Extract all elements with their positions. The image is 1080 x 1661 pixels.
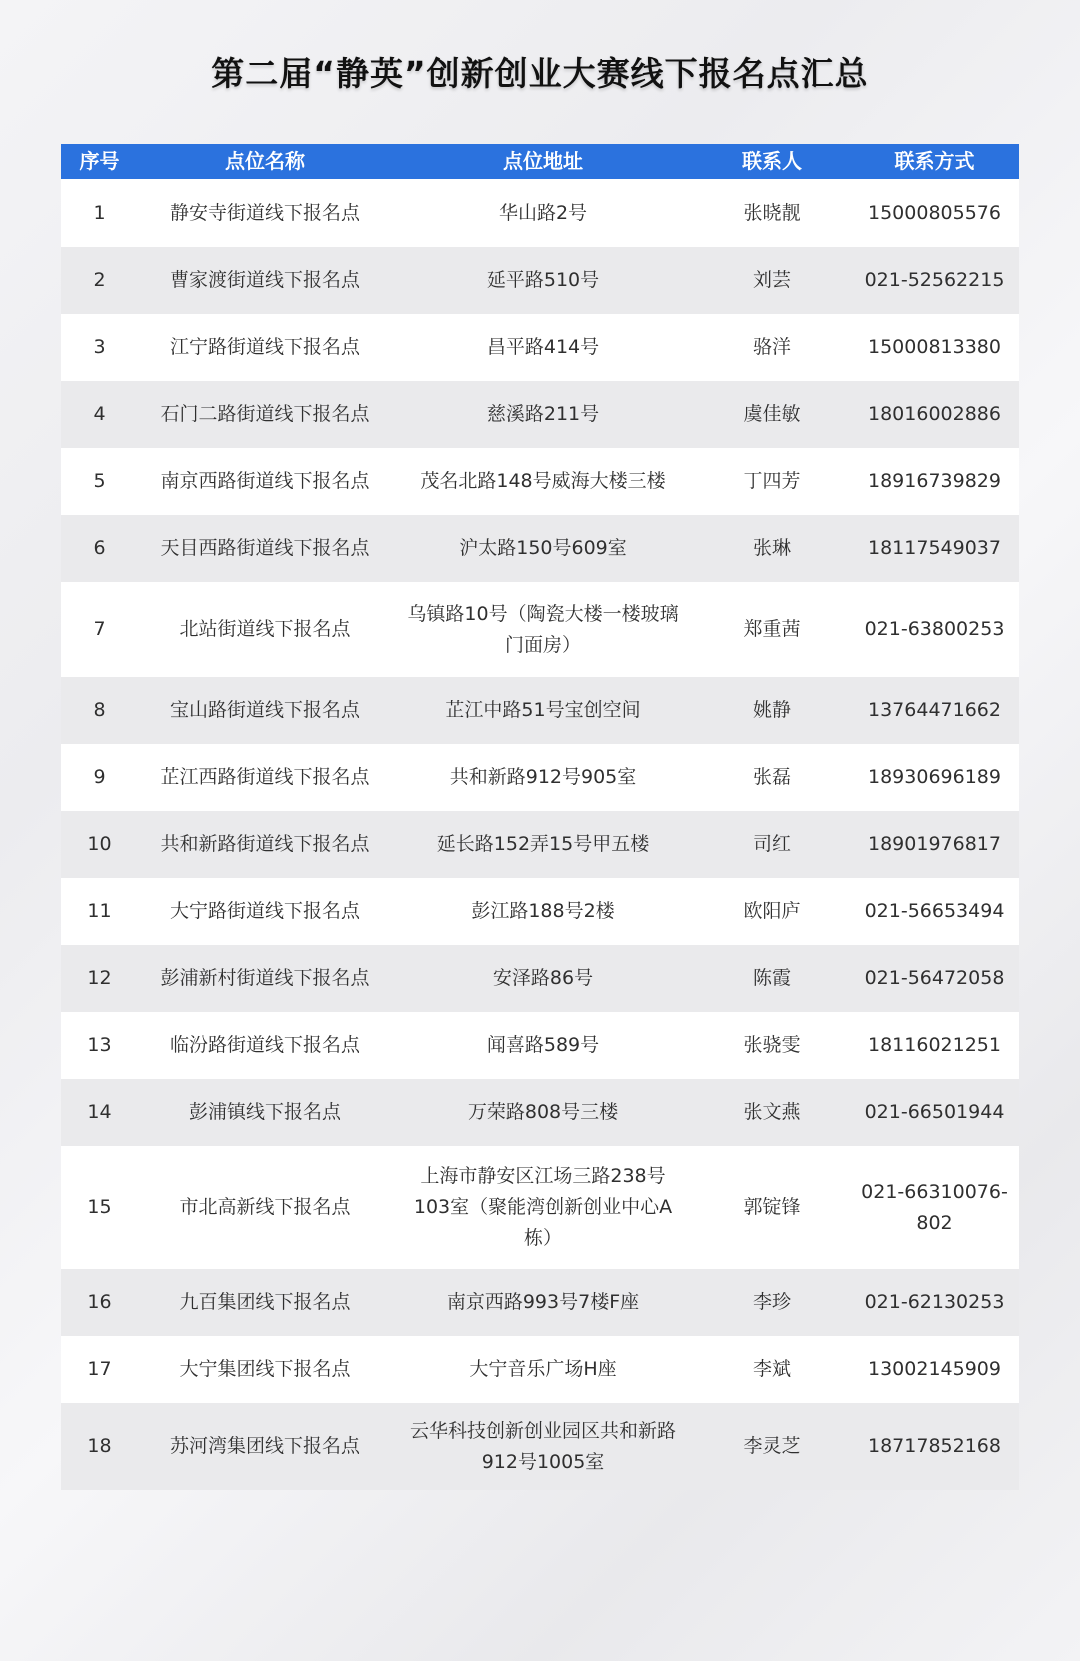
cell-address: 万荣路808号三楼 (467, 1101, 619, 1123)
cell-site-name: 临汾路街道线下报名点 (169, 1034, 360, 1056)
cell-index: 4 (93, 403, 106, 425)
cell-contact: 李珍 (752, 1291, 791, 1313)
cell-address: 南京西路993号7楼F座 (446, 1291, 640, 1313)
table-row (61, 247, 1019, 314)
cell-site-name: 曹家渡街道线下报名点 (169, 269, 360, 291)
cell-contact: 虞佳敏 (743, 403, 801, 425)
cell-index: 18 (87, 1435, 112, 1457)
cell-index: 10 (87, 833, 112, 855)
cell-site-name: 北站街道线下报名点 (179, 618, 351, 640)
cell-address: 闻喜路589号 (486, 1034, 600, 1056)
cell-address: 慈溪路211号 (486, 403, 600, 425)
cell-index: 7 (93, 618, 106, 640)
cell-phone: 021-52562215 (864, 269, 1005, 291)
cell-address: 延长路152弄15号甲五楼 (436, 833, 650, 855)
cell-site-name: 南京西路街道线下报名点 (160, 470, 370, 492)
cell-contact: 张晓靓 (743, 201, 801, 224)
cell-address: 云华科技创新创业园区共和新路912号1005室 (409, 1419, 676, 1473)
cell-phone: 18016002886 (868, 403, 1001, 425)
cell-phone: 18916739829 (868, 470, 1001, 492)
cell-index: 12 (87, 967, 112, 989)
cell-site-name: 九百集团线下报名点 (179, 1291, 351, 1313)
cell-index: 8 (93, 699, 106, 721)
page-title: 第二届“静英”创新创业大赛线下报名点汇总 (211, 54, 869, 93)
table-row (61, 744, 1019, 811)
header-site-name: 点位名称 (225, 149, 305, 173)
registration-table (61, 144, 1019, 1490)
cell-address: 沪太路150号609室 (459, 537, 627, 559)
table-row (61, 515, 1019, 582)
cell-phone: 021-66310076-802 (861, 1180, 1008, 1234)
table-row (61, 314, 1019, 381)
cell-contact: 张文燕 (743, 1101, 801, 1123)
cell-site-name: 共和新路街道线下报名点 (160, 833, 370, 855)
cell-index: 9 (93, 766, 106, 788)
header-index: 序号 (79, 149, 120, 173)
cell-index: 5 (93, 470, 106, 492)
cell-address: 乌镇路10号（陶瓷大楼一楼玻璃门面房） (407, 602, 679, 656)
cell-site-name: 彭浦镇线下报名点 (188, 1101, 341, 1123)
cell-contact: 姚静 (752, 699, 791, 721)
cell-phone: 021-63800253 (864, 618, 1005, 640)
cell-index: 13 (87, 1034, 112, 1056)
cell-site-name: 宝山路街道线下报名点 (169, 699, 360, 721)
cell-address: 上海市静安区江场三路238号103室（聚能湾创新创业中心A栋） (413, 1165, 673, 1249)
cell-phone: 021-56472058 (864, 967, 1005, 989)
table-row (61, 1403, 1019, 1490)
table-row (61, 448, 1019, 515)
cell-address: 昌平路414号 (486, 336, 600, 358)
cell-contact: 张磊 (752, 766, 791, 788)
cell-index: 11 (87, 900, 112, 922)
table-row (61, 1146, 1019, 1269)
cell-address: 茂名北路148号威海大楼三楼 (420, 470, 666, 492)
cell-contact: 李斌 (752, 1358, 791, 1380)
header-contact: 联系人 (742, 149, 802, 173)
cell-index: 15 (87, 1196, 112, 1218)
cell-site-name: 大宁集团线下报名点 (179, 1358, 351, 1380)
cell-address: 华山路2号 (498, 201, 588, 224)
cell-phone: 18116021251 (868, 1034, 1001, 1056)
cell-contact: 郭锭锋 (743, 1196, 801, 1218)
cell-address: 彭江路188号2楼 (471, 900, 615, 922)
cell-site-name: 苏河湾集团线下报名点 (169, 1435, 360, 1457)
cell-site-name: 静安寺街道线下报名点 (169, 201, 360, 224)
cell-index: 17 (87, 1358, 112, 1380)
cell-index: 14 (87, 1101, 112, 1123)
cell-site-name: 市北高新线下报名点 (179, 1196, 351, 1218)
cell-phone: 021-62130253 (864, 1291, 1005, 1313)
cell-phone: 18117549037 (868, 537, 1001, 559)
cell-site-name: 芷江西路街道线下报名点 (160, 766, 370, 788)
table-row (61, 811, 1019, 878)
cell-contact: 张琳 (752, 537, 791, 559)
cell-index: 1 (93, 201, 106, 224)
cell-address: 安泽路86号 (492, 967, 594, 989)
cell-index: 16 (87, 1291, 112, 1313)
cell-index: 3 (93, 336, 106, 358)
cell-phone: 18930696189 (868, 766, 1001, 788)
table-header (61, 144, 1019, 179)
cell-address: 大宁音乐广场H座 (469, 1358, 617, 1380)
table-row (61, 1336, 1019, 1403)
table-row (61, 1269, 1019, 1336)
cell-site-name: 大宁路街道线下报名点 (169, 900, 360, 922)
table-row (61, 1079, 1019, 1146)
cell-contact: 欧阳庐 (743, 900, 801, 922)
table-row (61, 582, 1019, 677)
cell-contact: 丁四芳 (743, 470, 801, 492)
cell-address: 共和新路912号905室 (449, 766, 637, 788)
cell-index: 6 (93, 537, 106, 559)
cell-contact: 刘芸 (752, 269, 791, 291)
cell-phone: 13764471662 (868, 699, 1001, 721)
table-row (61, 1012, 1019, 1079)
cell-site-name: 天目西路街道线下报名点 (160, 537, 370, 559)
cell-contact: 骆洋 (752, 336, 791, 358)
cell-address: 延平路510号 (486, 269, 600, 291)
cell-contact: 李灵芝 (743, 1435, 801, 1457)
table-row (61, 381, 1019, 448)
cell-phone: 18717852168 (868, 1435, 1001, 1457)
cell-phone: 15000805576 (868, 201, 1001, 224)
cell-phone: 021-56653494 (864, 900, 1005, 922)
cell-phone: 18901976817 (868, 833, 1001, 855)
cell-site-name: 石门二路街道线下报名点 (160, 403, 370, 425)
table-body (61, 179, 1019, 1490)
header-phone: 联系方式 (894, 149, 975, 173)
cell-contact: 陈霞 (752, 967, 791, 989)
cell-contact: 郑重茜 (743, 618, 801, 640)
cell-address: 芷江中路51号宝创空间 (445, 699, 641, 721)
cell-contact: 司红 (752, 833, 791, 855)
table-row (61, 878, 1019, 945)
cell-index: 2 (93, 269, 106, 291)
table-row (61, 179, 1019, 247)
cell-phone: 021-66501944 (864, 1101, 1005, 1123)
cell-phone: 13002145909 (868, 1358, 1001, 1380)
header-address: 点位地址 (503, 149, 583, 173)
cell-site-name: 江宁路街道线下报名点 (169, 336, 360, 358)
cell-contact: 张骁雯 (743, 1034, 801, 1056)
table-row (61, 945, 1019, 1012)
table-row (61, 677, 1019, 744)
cell-site-name: 彭浦新村街道线下报名点 (160, 967, 370, 989)
cell-phone: 15000813380 (868, 336, 1001, 358)
